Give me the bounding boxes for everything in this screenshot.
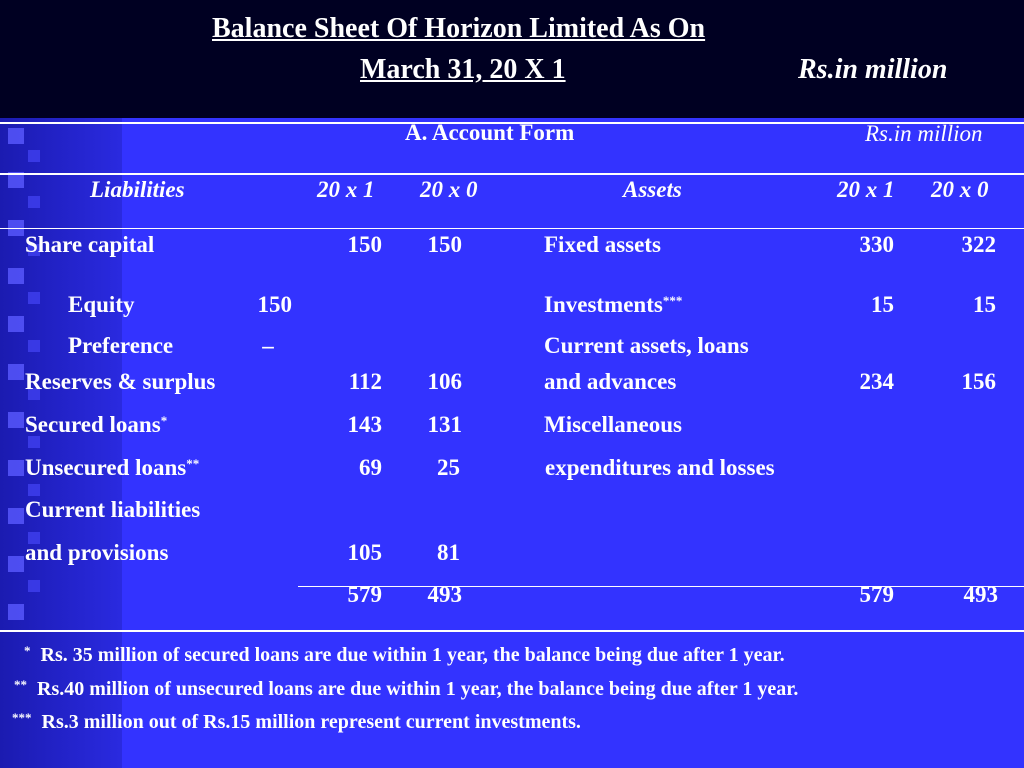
secured-loans-y1: 143 (347, 412, 382, 437)
liabilities-total-y1: 579 (347, 582, 382, 607)
equity-value: 150 (257, 292, 292, 317)
rule-bottom (0, 630, 1024, 632)
current-liabilities-label-1: Current liabilities (25, 497, 201, 522)
unsecured-loans-label (25, 455, 199, 481)
investments-label (544, 292, 682, 318)
current-liabilities-label-2: and provisions (25, 540, 169, 565)
fixed-assets-y1: 330 (859, 232, 894, 257)
current-assets-label-2: and advances (544, 369, 677, 394)
investments-text: Investments (544, 292, 663, 317)
footnote-2 (14, 676, 798, 702)
liabilities-total-y0: 493 (427, 582, 462, 607)
assets-total-y0: 493 (963, 582, 998, 607)
investments-y0: 15 (973, 292, 996, 317)
secured-loans-label (25, 412, 167, 438)
reserves-y0: 106 (427, 369, 462, 394)
misc-label-1: Miscellaneous (544, 412, 682, 437)
footnote-3 (12, 709, 581, 735)
assets-total-y1: 579 (859, 582, 894, 607)
current-assets-label-1: Current assets, loans (544, 333, 749, 358)
column-header-liab-y0: 20 x 0 (420, 177, 478, 202)
unsecured-loans-y0: 25 (437, 455, 460, 480)
share-capital-y0: 150 (427, 232, 462, 257)
page-title: Balance Sheet Of Horizon Limited As On (212, 13, 706, 44)
misc-label-2: expenditures and losses (545, 455, 775, 480)
column-header-assets: Assets (623, 177, 682, 202)
title-units: Rs.in million (798, 54, 948, 85)
footnote-3-text: Rs.3 million out of Rs.15 million represent current investments. (41, 711, 581, 733)
share-capital-label: Share capital (25, 232, 155, 257)
rule-totals (298, 586, 1024, 587)
form-units: Rs.in million (865, 121, 983, 146)
investments-mark: *** (662, 293, 683, 308)
page-subtitle-date: March 31, 20 X 1 (360, 54, 566, 85)
reserves-label: Reserves & surplus (25, 369, 216, 394)
secured-loans-y0: 131 (427, 412, 462, 437)
reserves-y1: 112 (348, 369, 382, 394)
column-header-liabilities: Liabilities (90, 177, 185, 202)
column-header-liab-y1: 20 x 1 (317, 177, 375, 202)
footnote-3-mark: *** (12, 710, 32, 725)
fixed-assets-label: Fixed assets (544, 232, 661, 257)
current-assets-y0: 156 (961, 369, 996, 394)
investments-y1: 15 (871, 292, 894, 317)
rule-columns (0, 228, 1024, 229)
footnote-1-text: Rs. 35 million of secured loans are due within 1 year, the balance being due after 1 year. (40, 644, 785, 666)
column-header-assets-y1: 20 x 1 (837, 177, 895, 202)
current-assets-y1: 234 (859, 369, 894, 394)
column-header-assets-y0: 20 x 0 (931, 177, 989, 202)
share-capital-y1: 150 (347, 232, 382, 257)
form-label: A. Account Form (405, 120, 575, 145)
footnote-1-mark: * (24, 643, 31, 658)
secured-loans-mark: * (160, 413, 168, 428)
fixed-assets-y0: 322 (961, 232, 996, 257)
unsecured-loans-mark: ** (186, 456, 200, 471)
unsecured-loans-text: Unsecured loans (25, 455, 187, 480)
current-liabilities-y1: 105 (347, 540, 382, 565)
preference-label: Preference (68, 333, 174, 358)
footnote-2-mark: ** (14, 677, 27, 692)
equity-label: Equity (68, 292, 135, 317)
footnote-1 (24, 642, 785, 668)
rule-header (0, 173, 1024, 175)
footnote-2-text: Rs.40 million of unsecured loans are due within 1 year, the balance being due after 1 year. (37, 678, 799, 700)
secured-loans-text: Secured loans (25, 412, 161, 437)
current-liabilities-y0: 81 (437, 540, 460, 565)
unsecured-loans-y1: 69 (359, 455, 382, 480)
preference-value: – (262, 333, 274, 358)
